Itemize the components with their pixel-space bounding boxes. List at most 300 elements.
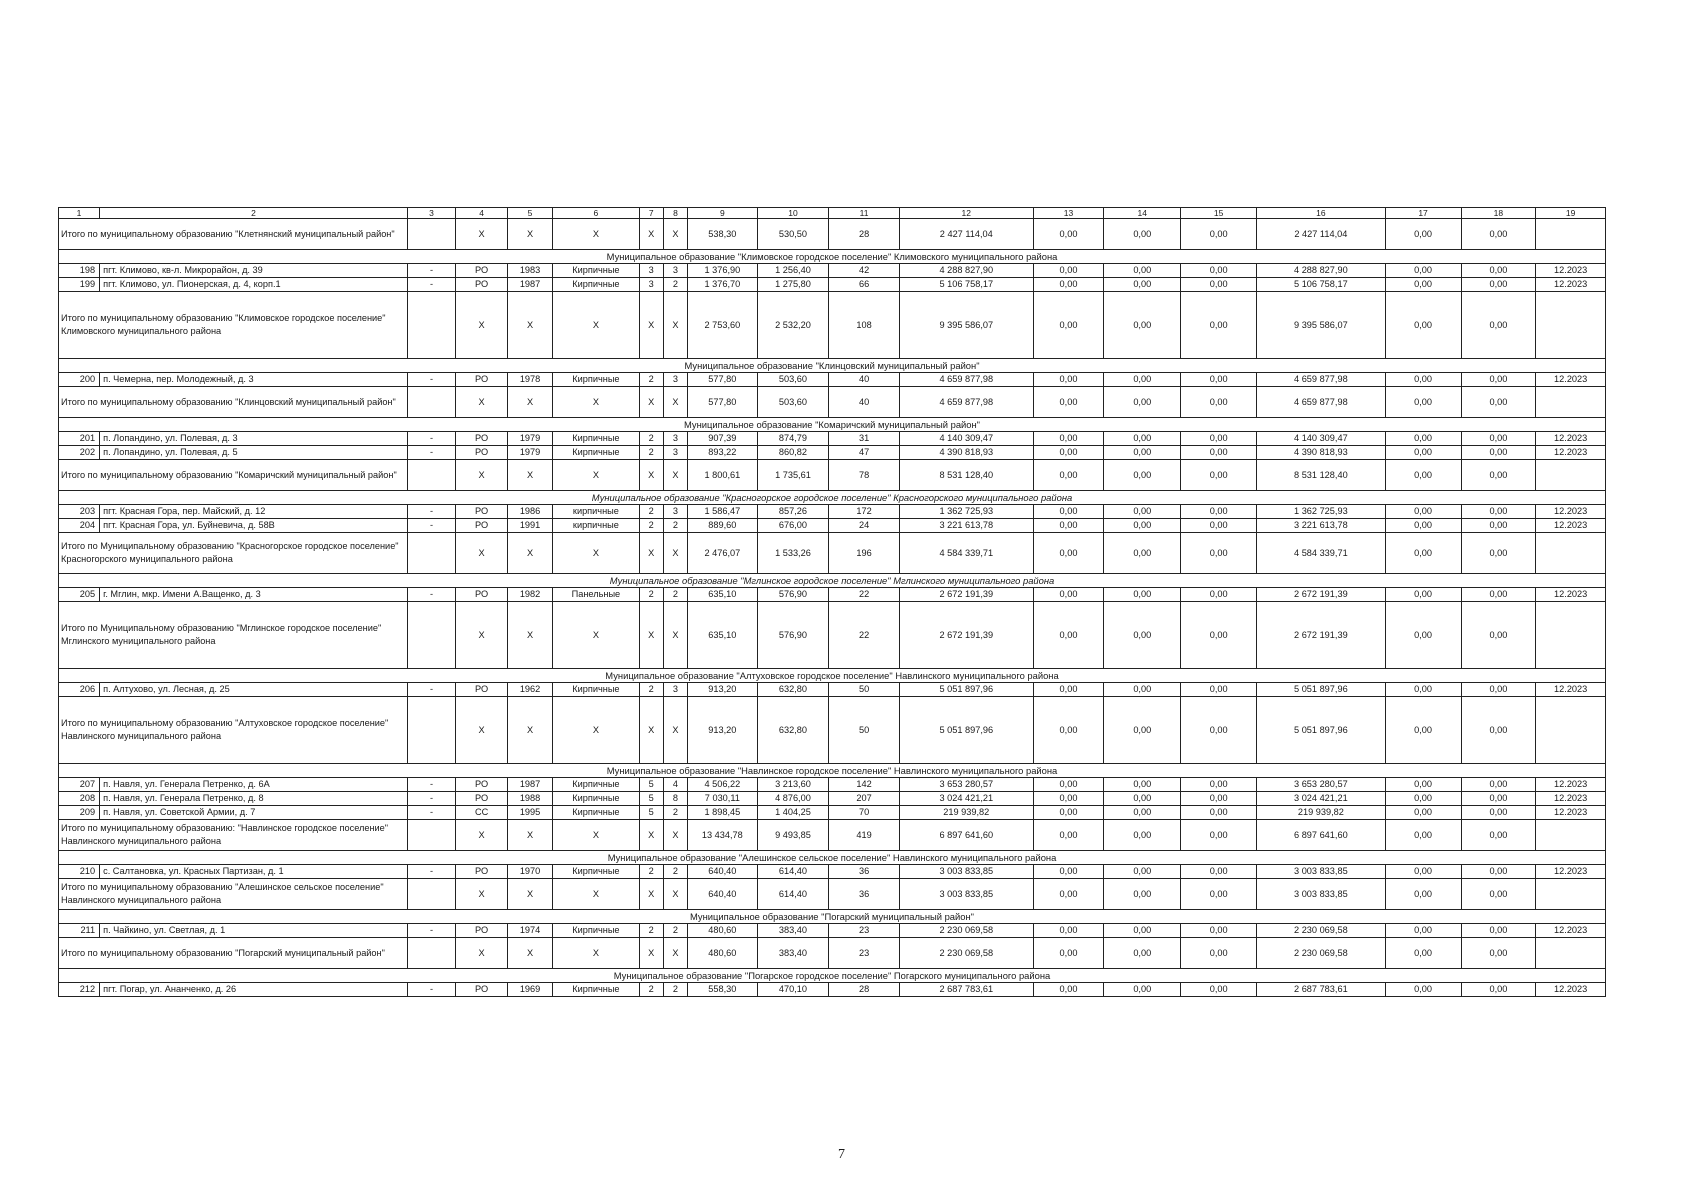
- data-cell: 1979: [507, 446, 552, 460]
- data-cell: 0,00: [1385, 373, 1461, 387]
- data-cell: 2: [663, 588, 687, 602]
- data-cell: 1982: [507, 588, 552, 602]
- subtotal-cell: 0,00: [1104, 292, 1181, 359]
- data-cell: 676,00: [757, 519, 829, 533]
- subtotal-cell: [1536, 460, 1606, 491]
- data-cell: 2: [639, 446, 663, 460]
- subtotal-cell: X: [456, 460, 508, 491]
- subtotal-row: [59, 387, 1606, 418]
- data-cell: РО: [456, 924, 508, 938]
- data-cell: 383,40: [757, 924, 829, 938]
- subtotal-cell: X: [553, 533, 639, 574]
- data-cell: РО: [456, 264, 508, 278]
- subtotal-row: [59, 533, 1606, 574]
- data-cell: РО: [456, 778, 508, 792]
- data-cell: 4 140 309,47: [899, 432, 1033, 446]
- subtotal-cell: 0,00: [1104, 533, 1181, 574]
- data-cell: -: [407, 278, 455, 292]
- subtotal-cell: 22: [829, 602, 900, 669]
- subtotal-label: Итого по муниципальному образованию "Клетнянский муниципальный район": [59, 219, 408, 250]
- subtotal-row: [59, 697, 1606, 764]
- data-cell: 0,00: [1181, 792, 1257, 806]
- data-cell: 1 362 725,93: [1257, 505, 1386, 519]
- municipality-title: Муниципальное образование "Погарский муниципальный район": [59, 910, 1606, 924]
- data-cell: 1 376,90: [688, 264, 758, 278]
- house-row: [59, 519, 1606, 533]
- subtotal-cell: X: [639, 387, 663, 418]
- data-cell: 0,00: [1181, 446, 1257, 460]
- subtotal-cell: X: [456, 292, 508, 359]
- data-cell: 0,00: [1104, 983, 1181, 997]
- data-cell: 2: [639, 373, 663, 387]
- data-cell: РО: [456, 792, 508, 806]
- data-cell: 12.2023: [1536, 278, 1606, 292]
- subtotal-cell: 640,40: [688, 879, 758, 910]
- data-cell: 3: [663, 446, 687, 460]
- subtotal-cell: X: [456, 820, 508, 851]
- subtotal-cell: 8 531 128,40: [1257, 460, 1386, 491]
- data-cell: РО: [456, 983, 508, 997]
- subtotal-cell: 4 584 339,71: [899, 533, 1033, 574]
- house-row: [59, 446, 1606, 460]
- subtotal-cell: X: [663, 533, 687, 574]
- data-cell: 2 672 191,39: [899, 588, 1033, 602]
- data-cell: -: [407, 373, 455, 387]
- data-cell: 0,00: [1461, 806, 1536, 820]
- row-number: 207: [59, 778, 100, 792]
- column-number: 13: [1033, 208, 1104, 219]
- data-cell: 1969: [507, 983, 552, 997]
- data-cell: 889,60: [688, 519, 758, 533]
- data-cell: 3: [639, 278, 663, 292]
- page-number: 7: [838, 1147, 845, 1162]
- empty-cell: [407, 602, 455, 669]
- data-cell: 12.2023: [1536, 505, 1606, 519]
- subtotal-cell: 0,00: [1461, 219, 1536, 250]
- data-cell: 12.2023: [1536, 865, 1606, 879]
- house-row: [59, 683, 1606, 697]
- data-cell: 0,00: [1385, 865, 1461, 879]
- data-cell: 2: [639, 924, 663, 938]
- data-cell: 0,00: [1104, 446, 1181, 460]
- subtotal-cell: 1 735,61: [757, 460, 829, 491]
- subtotal-cell: 2 532,20: [757, 292, 829, 359]
- subtotal-cell: 0,00: [1385, 602, 1461, 669]
- data-cell: 2: [639, 588, 663, 602]
- data-cell: 1 404,25: [757, 806, 829, 820]
- data-cell: 0,00: [1385, 446, 1461, 460]
- subtotal-cell: X: [663, 460, 687, 491]
- data-cell: 4 288 827,90: [1257, 264, 1386, 278]
- data-cell: 4: [663, 778, 687, 792]
- subtotal-cell: [1536, 292, 1606, 359]
- data-cell: 5: [639, 792, 663, 806]
- column-number: 6: [553, 208, 639, 219]
- municipality-section-row: [59, 851, 1606, 865]
- data-cell: 12.2023: [1536, 806, 1606, 820]
- data-cell: 1 256,40: [757, 264, 829, 278]
- subtotal-cell: X: [553, 219, 639, 250]
- data-cell: 0,00: [1033, 806, 1104, 820]
- data-cell: 860,82: [757, 446, 829, 460]
- house-row: [59, 264, 1606, 278]
- subtotal-cell: 0,00: [1181, 533, 1257, 574]
- data-cell: 0,00: [1181, 432, 1257, 446]
- municipality-title: Муниципальное образование "Погарское городское поселение" Погарского муниципального района: [59, 969, 1606, 983]
- data-cell: -: [407, 432, 455, 446]
- subtotal-cell: 50: [829, 697, 900, 764]
- subtotal-cell: 13 434,78: [688, 820, 758, 851]
- data-cell: 0,00: [1104, 373, 1181, 387]
- data-cell: 0,00: [1181, 264, 1257, 278]
- subtotal-cell: X: [507, 879, 552, 910]
- subtotal-cell: 0,00: [1385, 533, 1461, 574]
- data-cell: 207: [829, 792, 900, 806]
- data-cell: -: [407, 983, 455, 997]
- data-cell: 3: [663, 683, 687, 697]
- data-cell: 1988: [507, 792, 552, 806]
- column-number: 10: [757, 208, 829, 219]
- subtotal-cell: 28: [829, 219, 900, 250]
- subtotal-cell: 0,00: [1461, 820, 1536, 851]
- subtotal-cell: 0,00: [1033, 697, 1104, 764]
- municipality-title: Муниципальное образование "Мглинское городское поселение" Мглинского муниципального района: [59, 574, 1606, 588]
- data-cell: 640,40: [688, 865, 758, 879]
- data-cell: СС: [456, 806, 508, 820]
- data-cell: 219 939,82: [899, 806, 1033, 820]
- subtotal-cell: X: [639, 820, 663, 851]
- house-row: [59, 588, 1606, 602]
- data-cell: 0,00: [1033, 983, 1104, 997]
- data-cell: -: [407, 519, 455, 533]
- data-cell: 0,00: [1033, 924, 1104, 938]
- data-cell: 907,39: [688, 432, 758, 446]
- data-cell: 0,00: [1461, 373, 1536, 387]
- subtotal-cell: X: [663, 387, 687, 418]
- subtotal-cell: 9 493,85: [757, 820, 829, 851]
- data-cell: 24: [829, 519, 900, 533]
- data-cell: 0,00: [1104, 278, 1181, 292]
- data-cell: 12.2023: [1536, 983, 1606, 997]
- subtotal-label: Итого по Муниципальному образованию "Мглинское городское поселение" Мглинского муниципального района: [59, 602, 408, 669]
- empty-cell: [407, 820, 455, 851]
- data-cell: 28: [829, 983, 900, 997]
- subtotal-cell: 0,00: [1033, 602, 1104, 669]
- subtotal-cell: 0,00: [1033, 292, 1104, 359]
- data-cell: 635,10: [688, 588, 758, 602]
- data-cell: 4 390 818,93: [1257, 446, 1386, 460]
- subtotal-cell: X: [456, 938, 508, 969]
- data-cell: 0,00: [1181, 778, 1257, 792]
- subtotal-label: Итого по муниципальному образованию: "Навлинское городское поселение" Навлинского муниципального района: [59, 820, 408, 851]
- row-number: 211: [59, 924, 100, 938]
- municipality-section-row: [59, 250, 1606, 264]
- data-cell: 1 362 725,93: [899, 505, 1033, 519]
- subtotal-cell: 0,00: [1181, 292, 1257, 359]
- subtotal-cell: X: [553, 602, 639, 669]
- column-number: 18: [1461, 208, 1536, 219]
- house-row: [59, 924, 1606, 938]
- address-cell: п. Лопандино, ул. Полевая, д. 3: [100, 432, 408, 446]
- data-cell: 0,00: [1181, 588, 1257, 602]
- subtotal-cell: 530,50: [757, 219, 829, 250]
- data-cell: 2: [639, 983, 663, 997]
- address-cell: п. Навля, ул. Генерала Петренко, д. 6А: [100, 778, 408, 792]
- subtotal-cell: X: [456, 602, 508, 669]
- subtotal-label: Итого по Муниципальному образованию "Красногорское городское поселение" Красногорского муниципального района: [59, 533, 408, 574]
- subtotal-row: [59, 292, 1606, 359]
- column-number: 5: [507, 208, 552, 219]
- subtotal-label: Итого по муниципальному образованию "Клинцовский муниципальный район": [59, 387, 408, 418]
- data-cell: 0,00: [1033, 792, 1104, 806]
- row-number: 205: [59, 588, 100, 602]
- subtotal-cell: 538,30: [688, 219, 758, 250]
- subtotal-cell: 2 672 191,39: [1257, 602, 1386, 669]
- subtotal-cell: 0,00: [1385, 387, 1461, 418]
- empty-cell: [407, 219, 455, 250]
- data-cell: 22: [829, 588, 900, 602]
- subtotal-cell: 0,00: [1104, 602, 1181, 669]
- data-cell: 4 659 877,98: [899, 373, 1033, 387]
- subtotal-cell: 0,00: [1104, 938, 1181, 969]
- empty-cell: [407, 697, 455, 764]
- address-cell: пгт. Погар, ул. Ананченко, д. 26: [100, 983, 408, 997]
- data-cell: 0,00: [1033, 588, 1104, 602]
- column-number: 14: [1104, 208, 1181, 219]
- data-cell: 12.2023: [1536, 519, 1606, 533]
- data-cell: 3 213,60: [757, 778, 829, 792]
- data-cell: 4 390 818,93: [899, 446, 1033, 460]
- subtotal-cell: 0,00: [1385, 938, 1461, 969]
- data-cell: 0,00: [1461, 432, 1536, 446]
- data-cell: 1987: [507, 278, 552, 292]
- data-cell: 2 672 191,39: [1257, 588, 1386, 602]
- data-cell: 2: [639, 505, 663, 519]
- data-cell: 1 275,80: [757, 278, 829, 292]
- data-cell: 3 024 421,21: [899, 792, 1033, 806]
- data-cell: 1987: [507, 778, 552, 792]
- data-cell: 5 051 897,96: [899, 683, 1033, 697]
- municipality-title: Муниципальное образование "Клинцовский муниципальный район": [59, 359, 1606, 373]
- data-cell: 0,00: [1461, 792, 1536, 806]
- subtotal-cell: [1536, 879, 1606, 910]
- data-cell: 577,80: [688, 373, 758, 387]
- data-cell: 0,00: [1461, 519, 1536, 533]
- data-cell: 42: [829, 264, 900, 278]
- row-number: 202: [59, 446, 100, 460]
- data-cell: 0,00: [1033, 432, 1104, 446]
- data-cell: РО: [456, 373, 508, 387]
- data-cell: 3 221 613,78: [1257, 519, 1386, 533]
- subtotal-cell: 0,00: [1104, 697, 1181, 764]
- data-cell: 0,00: [1033, 264, 1104, 278]
- data-cell: 3: [663, 373, 687, 387]
- data-cell: 0,00: [1104, 505, 1181, 519]
- subtotal-cell: 2 427 114,04: [899, 219, 1033, 250]
- subtotal-cell: X: [507, 460, 552, 491]
- subtotal-row: [59, 602, 1606, 669]
- subtotal-cell: 2 476,07: [688, 533, 758, 574]
- data-cell: 2 230 069,58: [1257, 924, 1386, 938]
- data-cell: 1 376,70: [688, 278, 758, 292]
- subtotal-cell: [1536, 938, 1606, 969]
- column-number: 16: [1257, 208, 1386, 219]
- data-cell: 0,00: [1033, 446, 1104, 460]
- data-cell: 4 659 877,98: [1257, 373, 1386, 387]
- subtotal-cell: X: [456, 879, 508, 910]
- data-cell: 0,00: [1385, 683, 1461, 697]
- row-number: 210: [59, 865, 100, 879]
- address-cell: пгт. Климово, ул. Пионерская, д. 4, корп.1: [100, 278, 408, 292]
- subtotal-cell: 0,00: [1461, 602, 1536, 669]
- data-cell: 2: [639, 683, 663, 697]
- data-cell: 632,80: [757, 683, 829, 697]
- subtotal-cell: X: [663, 602, 687, 669]
- data-cell: РО: [456, 519, 508, 533]
- subtotal-cell: [1536, 602, 1606, 669]
- data-cell: 40: [829, 373, 900, 387]
- subtotal-cell: 632,80: [757, 697, 829, 764]
- subtotal-cell: 480,60: [688, 938, 758, 969]
- data-cell: 0,00: [1104, 588, 1181, 602]
- subtotal-cell: 0,00: [1104, 219, 1181, 250]
- subtotal-cell: 0,00: [1033, 820, 1104, 851]
- data-cell: 36: [829, 865, 900, 879]
- data-cell: 2: [663, 983, 687, 997]
- subtotal-cell: 2 427 114,04: [1257, 219, 1386, 250]
- subtotal-cell: X: [456, 697, 508, 764]
- subtotal-cell: [1536, 219, 1606, 250]
- subtotal-cell: 0,00: [1461, 879, 1536, 910]
- subtotal-cell: 2 230 069,58: [899, 938, 1033, 969]
- subtotal-cell: X: [553, 879, 639, 910]
- data-cell: -: [407, 683, 455, 697]
- column-number: 12: [899, 208, 1033, 219]
- subtotal-cell: 5 051 897,96: [1257, 697, 1386, 764]
- data-cell: 3 003 833,85: [1257, 865, 1386, 879]
- data-cell: Кирпичные: [553, 373, 639, 387]
- address-cell: п. Лопандино, ул. Полевая, д. 5: [100, 446, 408, 460]
- data-cell: 50: [829, 683, 900, 697]
- data-cell: 3: [639, 264, 663, 278]
- subtotal-cell: 40: [829, 387, 900, 418]
- column-number: 17: [1385, 208, 1461, 219]
- row-number: 212: [59, 983, 100, 997]
- row-number: 200: [59, 373, 100, 387]
- subtotal-cell: 2 672 191,39: [899, 602, 1033, 669]
- data-cell: 0,00: [1461, 264, 1536, 278]
- subtotal-cell: 0,00: [1033, 387, 1104, 418]
- subtotal-cell: X: [639, 219, 663, 250]
- data-cell: 0,00: [1461, 683, 1536, 697]
- house-row: [59, 806, 1606, 820]
- data-cell: 8: [663, 792, 687, 806]
- subtotal-cell: 0,00: [1181, 387, 1257, 418]
- municipality-title: Муниципальное образование "Навлинское городское поселение" Навлинского муниципального района: [59, 764, 1606, 778]
- data-cell: Кирпичные: [553, 278, 639, 292]
- row-number: 204: [59, 519, 100, 533]
- data-cell: Кирпичные: [553, 806, 639, 820]
- subtotal-cell: 0,00: [1385, 292, 1461, 359]
- data-cell: -: [407, 264, 455, 278]
- data-cell: 0,00: [1033, 278, 1104, 292]
- data-cell: 2: [663, 924, 687, 938]
- data-cell: 1986: [507, 505, 552, 519]
- data-cell: 12.2023: [1536, 264, 1606, 278]
- data-cell: 12.2023: [1536, 792, 1606, 806]
- subtotal-cell: [1536, 697, 1606, 764]
- subtotal-row: [59, 879, 1606, 910]
- municipality-title: Муниципальное образование "Алешинское сельское поселение" Навлинского муниципального района: [59, 851, 1606, 865]
- subtotal-cell: X: [639, 533, 663, 574]
- municipality-section-row: [59, 764, 1606, 778]
- house-row: [59, 983, 1606, 997]
- data-cell: 0,00: [1385, 264, 1461, 278]
- data-cell: 66: [829, 278, 900, 292]
- data-cell: 2 230 069,58: [899, 924, 1033, 938]
- municipality-section-row: [59, 910, 1606, 924]
- data-cell: 3: [663, 432, 687, 446]
- address-cell: п. Чемерна, пер. Молодежный, д. 3: [100, 373, 408, 387]
- house-row: [59, 505, 1606, 519]
- subtotal-row: [59, 938, 1606, 969]
- data-cell: 0,00: [1181, 373, 1257, 387]
- data-cell: 12.2023: [1536, 924, 1606, 938]
- data-cell: кирпичные: [553, 505, 639, 519]
- subtotal-cell: 0,00: [1104, 879, 1181, 910]
- subtotal-label: Итого по муниципальному образованию "Климовское городское поселение" Климовского муниципального района: [59, 292, 408, 359]
- data-cell: Кирпичные: [553, 683, 639, 697]
- data-cell: 4 506,22: [688, 778, 758, 792]
- subtotal-cell: 6 897 641,60: [899, 820, 1033, 851]
- data-cell: 0,00: [1033, 865, 1104, 879]
- subtotal-cell: 4 659 877,98: [1257, 387, 1386, 418]
- subtotal-cell: X: [639, 602, 663, 669]
- row-number: 198: [59, 264, 100, 278]
- municipality-title: Муниципальное образование "Климовское городское поселение" Климовского муниципального района: [59, 250, 1606, 264]
- subtotal-cell: 0,00: [1033, 219, 1104, 250]
- subtotal-cell: 383,40: [757, 938, 829, 969]
- data-cell: 0,00: [1104, 778, 1181, 792]
- subtotal-cell: 1 533,26: [757, 533, 829, 574]
- subtotal-cell: 0,00: [1033, 460, 1104, 491]
- subtotal-cell: X: [639, 879, 663, 910]
- subtotal-cell: X: [507, 387, 552, 418]
- subtotal-cell: 0,00: [1461, 460, 1536, 491]
- subtotal-label: Итого по муниципальному образованию "Комаричский муниципальный район": [59, 460, 408, 491]
- subtotal-cell: 2 753,60: [688, 292, 758, 359]
- subtotal-cell: X: [507, 219, 552, 250]
- subtotal-cell: X: [456, 533, 508, 574]
- row-number: 201: [59, 432, 100, 446]
- data-cell: 1 898,45: [688, 806, 758, 820]
- subtotal-cell: 635,10: [688, 602, 758, 669]
- subtotal-cell: X: [456, 387, 508, 418]
- municipality-section-row: [59, 418, 1606, 432]
- column-number-row: [59, 208, 1606, 219]
- data-cell: 3 221 613,78: [899, 519, 1033, 533]
- subtotal-cell: 913,20: [688, 697, 758, 764]
- data-cell: 874,79: [757, 432, 829, 446]
- empty-cell: [407, 533, 455, 574]
- subtotal-cell: [1536, 387, 1606, 418]
- subtotal-cell: X: [507, 602, 552, 669]
- subtotal-cell: 0,00: [1033, 938, 1104, 969]
- address-cell: пгт. Красная Гора, ул. Буйневича, д. 58В: [100, 519, 408, 533]
- subtotal-cell: 0,00: [1181, 460, 1257, 491]
- subtotal-cell: X: [507, 697, 552, 764]
- subtotal-cell: X: [663, 292, 687, 359]
